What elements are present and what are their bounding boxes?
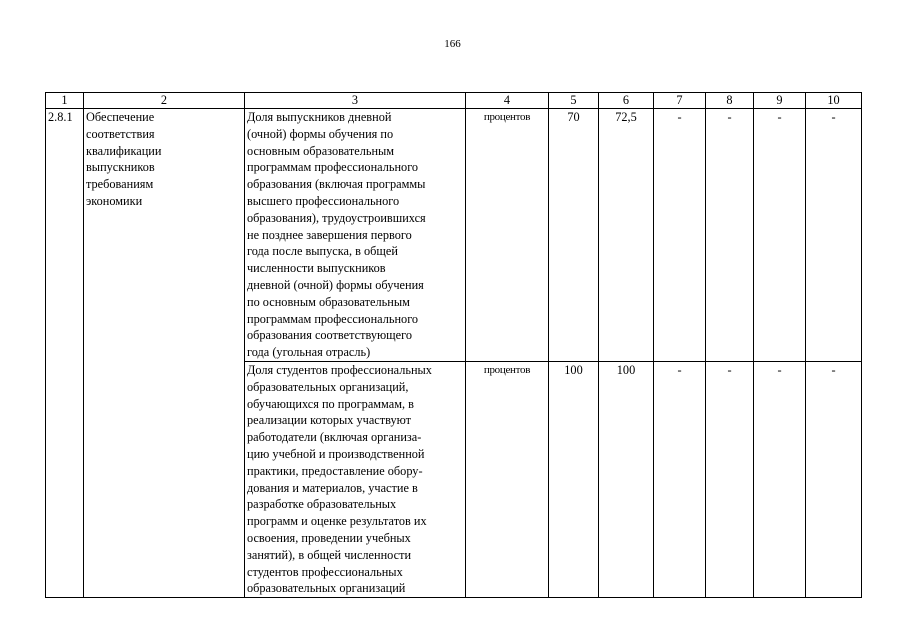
value-cell: - (806, 361, 862, 597)
header-cell: 2 (84, 93, 245, 109)
indicator-line: образовательных организаций (247, 581, 406, 596)
indicator-line: программам профессионального (247, 311, 419, 326)
unit-cell: процентов (466, 361, 549, 597)
indicator-line: реализации которых участвуют (247, 413, 412, 428)
value-cell: 72,5 (599, 109, 654, 362)
indicator-description (245, 109, 466, 362)
item-name-line: экономики (86, 193, 143, 208)
item-name-line: Обеспечение (86, 110, 155, 124)
item-name-line: выпускников (86, 160, 155, 175)
value-cell: - (654, 109, 706, 362)
value-cell: - (654, 361, 706, 597)
indicator-line: программ и оценке результатов их (247, 514, 427, 529)
table-header-row (46, 93, 862, 109)
header-cell: 4 (466, 93, 549, 109)
value-cell: - (706, 361, 754, 597)
page-number: 166 (444, 38, 461, 50)
item-name-line: квалификации (86, 143, 162, 158)
value-cell: - (706, 109, 754, 362)
indicator-description (245, 361, 466, 597)
indicator-line: разработке образовательных (247, 497, 397, 512)
header-cell: 1 (46, 93, 84, 109)
unit-cell: процентов (466, 109, 549, 362)
indicator-line: программам профессионального (247, 160, 419, 175)
header-cell: 5 (549, 93, 599, 109)
indicator-line: Доля выпускников дневной (247, 110, 392, 124)
value-cell: - (754, 109, 806, 362)
item-name-line: требованиям (86, 177, 154, 192)
value-cell: 70 (549, 109, 599, 362)
indicator-line: года (угольная отрасль) (247, 345, 371, 360)
value-cell: - (754, 361, 806, 597)
header-cell: 3 (245, 93, 466, 109)
indicator-line: образования соответствующего (247, 328, 412, 343)
indicator-line: занятий), в общей численности (247, 547, 412, 562)
indicator-line: образовательных организаций, (247, 379, 409, 394)
indicator-line: дневной (очной) формы обучения (247, 277, 424, 292)
indicator-line: (очной) формы обучения по (247, 126, 394, 141)
indicator-line: работодатели (включая организа- (247, 430, 422, 445)
indicator-line: численности выпускников (247, 261, 386, 276)
indicator-line: цию учебной и производственной (247, 446, 425, 461)
header-cell: 9 (754, 93, 806, 109)
indicator-line: высшего профессионального (247, 193, 400, 208)
indicator-line: года после выпуска, в общей (247, 244, 398, 259)
indicator-line: по основным образовательным (247, 294, 410, 309)
header-cell: 7 (654, 93, 706, 109)
indicator-line: студентов профессиональных (247, 564, 403, 579)
header-cell: 8 (706, 93, 754, 109)
indicator-line: образования), трудоустроившихся (247, 210, 426, 225)
item-name-line: соответствия (86, 126, 155, 141)
indicator-line: обучающихся по программам, в (247, 396, 414, 411)
indicator-line: Доля студентов профессиональных (247, 362, 432, 377)
value-cell: - (806, 109, 862, 362)
indicator-line: дования и материалов, участие в (247, 480, 418, 495)
table-row (46, 109, 862, 362)
value-cell: 100 (599, 361, 654, 597)
indicator-line: практики, предоставление обору- (247, 463, 423, 478)
item-number: 2.8.1 (46, 109, 84, 598)
header-cell: 6 (599, 93, 654, 109)
value-cell: 100 (549, 361, 599, 597)
indicator-line: основным образовательным (247, 143, 395, 158)
item-name (84, 109, 245, 598)
indicator-line: не позднее завершения первого (247, 227, 412, 242)
indicator-table (45, 92, 862, 598)
indicator-line: образования (включая программы (247, 177, 426, 192)
indicator-line: освоения, проведении учебных (247, 530, 411, 545)
header-cell: 10 (806, 93, 862, 109)
